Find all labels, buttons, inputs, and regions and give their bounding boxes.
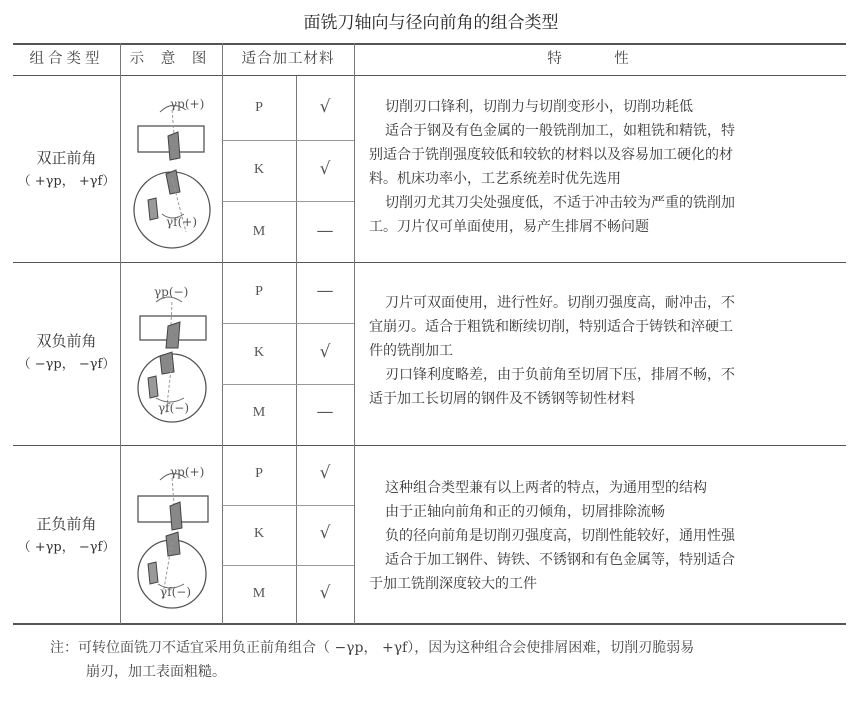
type-symbol: （ +γp， −γf） (17, 540, 116, 555)
type-name: 双正前角 (36, 149, 97, 167)
axial-angle-label: γp(−) (154, 285, 189, 299)
cutter-diagram-double-positive (126, 82, 218, 258)
radial-angle-label: γf(−) (158, 401, 190, 415)
column-divider (120, 43, 121, 624)
radial-angle-label: γf(−) (160, 585, 192, 599)
feature-text: 切削刃口锋利，切削力与切削变形小，切削功耗低 适合于钢及有色金属的一般铣削加工，如粗铣和精铣，特 别适合于铣削强度较低和较软的材料以及容易加工硬化的材 料。机床功率小，工艺系统差时优先选用 切削刃尤其刀尖处强度低，不适于冲击较为严重的铣削加 工。刀片仅可单面使用，易产生排屑不畅问题 (369, 99, 735, 235)
type-cell (13, 329, 120, 377)
header-type: 组合类型 (29, 51, 104, 67)
cutter-diagram-double-negative (126, 268, 218, 444)
material-subrow-divider (222, 505, 354, 506)
suitability-mark: — (316, 402, 334, 422)
column-divider (354, 43, 355, 624)
header-material: 适合加工材料 (241, 51, 335, 67)
material-code: M (252, 586, 266, 601)
suitability-mark: √ (319, 463, 331, 483)
radial-angle-label: γf(+) (166, 215, 198, 229)
row-divider (13, 445, 846, 446)
suitability-mark: √ (319, 342, 331, 362)
row-divider (13, 262, 846, 263)
header-feature: 特 性 (547, 51, 653, 67)
suitability-mark: √ (319, 159, 331, 179)
material-subrow-divider (222, 140, 354, 141)
suitability-mark: √ (319, 523, 331, 543)
feature-text: 刀片可双面使用，进行性好。切削刃强度高，耐冲击，不 宜崩刃。适合于粗铣和断续切削，特别适合于铸铁和淬硬工 件的铣削加工 刃口锋利度略差，由于负前角至切屑下压，排屑不畅，不 适于加工长切屑的钢件及不锈钢等韧性材料 (369, 295, 735, 407)
material-code: P (255, 466, 263, 481)
material-subrow-divider (222, 201, 354, 202)
footnote-line: 注：可转位面铣刀不适宜采用负正前角组合（ −γp， +γf），因为这种组合会使排屑困难，切削刃脆弱易 (50, 640, 695, 656)
footnote-line: 崩刃，加工表面粗糙。 (86, 664, 226, 680)
page-title: 面铣刀轴向与径向前角的组合类型 (303, 13, 559, 33)
type-cell (13, 512, 120, 560)
material-code: P (255, 284, 263, 299)
header-bottom-border (13, 75, 846, 76)
feature-text: 这种组合类型兼有以上两者的特点，为通用型的结构 由于正轴向前角和正的刃倾角，切屑排除流畅 负的径向前角是切削刃强度高，切削性能较好，通用性强 适合于加工钢件、铸铁、不锈钢和有色金属等，特别适合 于加工铣削深度较大的工件 (369, 480, 735, 592)
footnote (50, 636, 842, 684)
type-symbol: （ +γp， +γf） (17, 174, 116, 189)
header-diagram: 示 意 图 (129, 51, 213, 67)
axial-angle-label: γp(+) (170, 465, 205, 479)
suitability-mark: — (316, 221, 334, 241)
material-code: M (252, 405, 266, 420)
material-code: K (253, 162, 265, 177)
suitability-mark: — (316, 281, 334, 301)
type-symbol: （ −γp， −γf） (17, 357, 116, 372)
axial-angle-label: γp(+) (170, 97, 205, 111)
material-code: K (253, 526, 265, 541)
suitability-mark: √ (319, 583, 331, 603)
material-subrow-divider (222, 323, 354, 324)
type-name: 正负前角 (36, 515, 97, 533)
material-subrow-divider (222, 384, 354, 385)
material-code: M (252, 224, 266, 239)
suitability-mark: √ (319, 97, 331, 117)
material-code: K (253, 345, 265, 360)
material-code: P (255, 100, 263, 115)
type-name: 双负前角 (36, 332, 97, 350)
material-subrow-divider (222, 565, 354, 566)
type-cell (13, 146, 120, 194)
cutter-diagram-positive-negative (126, 452, 218, 628)
